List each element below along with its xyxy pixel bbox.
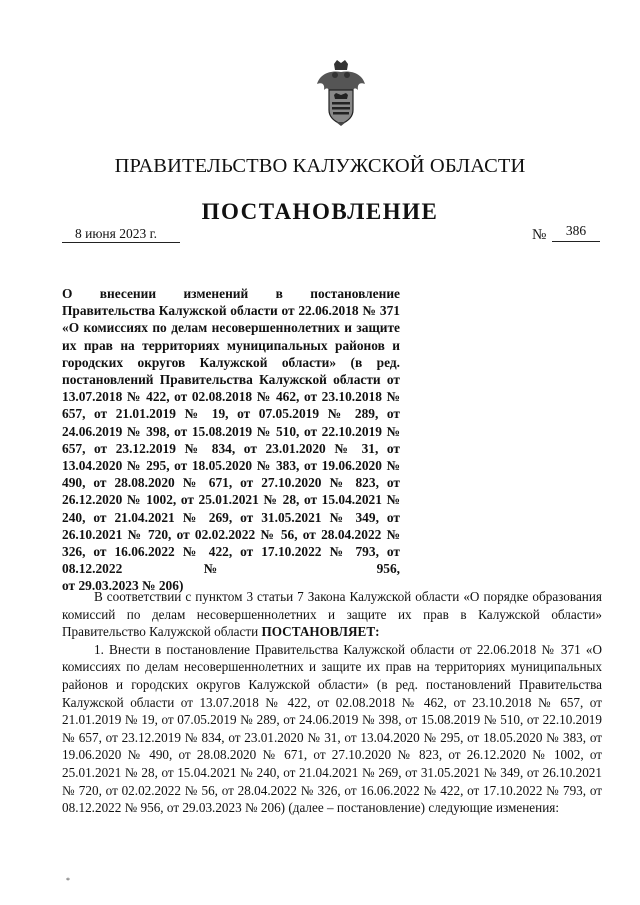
subject-last-line: от 29.03.2023 № 206)	[62, 578, 184, 594]
coat-of-arms-icon	[316, 60, 366, 126]
decree-verb: ПОСТАНОВЛЯЕТ:	[261, 624, 380, 640]
subject-text: О внесении изменений в постановление Правительства Калужской области от 22.06.2018 № 371 «О комиссиях по делам несовершеннолетних и защите их прав на территориях муниципальных районов и городских округов Калужской области» (в ред. постановлений Правительства Калужской области от 13.07.2018 № 422, от 02.08.2018 № 462, от 23.10.2018 № 657, от 21.01.2019 № 19, от 07.05.2019 № 289, от 24.06.2019 № 398, от 15.08.2019 № 510, от 22.10.2019 № 657, от 23.12.2019 № 834, от 23.01.2020 № 31, от 13.04.2020 № 295, от 18.05.2020 № 383, от 19.06.2020 № 490, от 28.08.2020 № 671, от 27.10.2020 № 823, от 26.12.2020 № 1002, от 25.01.2021 № 28, от 15.04.2021 № 240, от 21.04.2021 № 269, от 31.05.2021 № 349, от 26.10.2021 № 720, от 02.02.2022 № 56, от 28.04.2022 № 326, от 16.06.2022 № 422, от 17.10.2022 № 793, от 08.12.2022 № 956,	[62, 286, 400, 577]
paragraph-preamble	[62, 588, 602, 641]
government-title: ПРАВИТЕЛЬСТВО КАЛУЖСКОЙ ОБЛАСТИ	[114, 155, 526, 177]
document-subject	[62, 285, 400, 595]
preamble-text: В соответствии с пунктом 3 статьи 7 Закона Калужской области «О порядке образования комиссий по делам несовершеннолетних и защите их прав в Калужской области» Правительство Калужской области	[62, 589, 602, 640]
paragraph-item-1: 1. Внести в постановление Правительства Калужской области от 22.06.2018 № 371 «О комиссиях по делам несовершеннолетних и защите их прав на территориях муниципальных районов и городских округов Калужской области» (в ред. постановлений Правительства Калужской области от 13.07.2018 № 422, от 02.08.2018 № 462, от 23.10.2018 № 657, от 21.01.2019 № 19, от 07.05.2019 № 289, от 24.06.2019 № 398, от 15.08.2019 № 510, от 22.10.2019 № 657, от 23.12.2019 № 834, от 23.01.2020 № 31, от 13.04.2020 № 295, от 18.05.2020 № 383, от 19.06.2020 № 490, от 28.08.2020 № 671, от 27.10.2020 № 823, от 26.12.2020 № 1002, от 25.01.2021 № 28, от 15.04.2021 № 240, от 21.04.2021 № 269, от 31.05.2021 № 349, от 26.10.2021 № 720, от 02.02.2022 № 56, от 28.04.2022 № 326, от 16.06.2022 № 422, от 17.10.2022 № 793, от 08.12.2022 № 956, от 29.03.2023 № 206) (далее – постановление) следующие изменения:	[62, 641, 602, 816]
document-type: ПОСТАНОВЛЕНИЕ	[201, 199, 439, 224]
number-label: №	[532, 227, 547, 243]
document-date: 8 июня 2023 г.	[62, 225, 180, 243]
document-body	[62, 588, 602, 817]
document-number: 386	[552, 222, 600, 242]
page-mark: *	[66, 876, 70, 885]
